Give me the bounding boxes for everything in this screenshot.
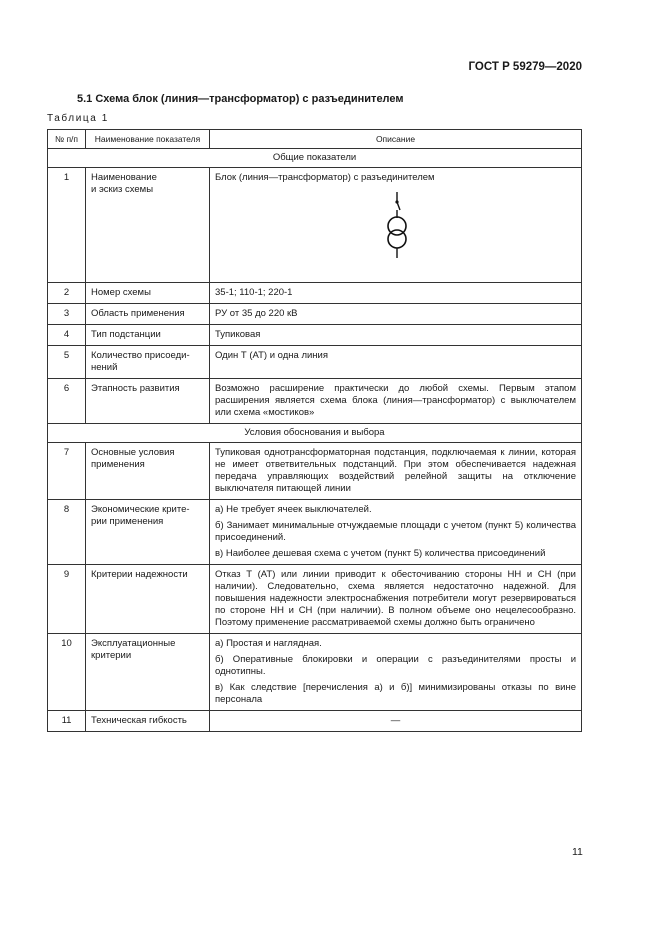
- transformer-winding-lv: [388, 230, 406, 248]
- row-name: Область применения: [86, 304, 210, 325]
- group-row-conditions: [48, 424, 582, 443]
- row-number: 9: [48, 565, 86, 634]
- row-name: Тип подстанции: [86, 325, 210, 346]
- table-row: [48, 634, 582, 711]
- standard-number: ГОСТ Р 59279—2020: [468, 61, 582, 73]
- table-row: [48, 168, 582, 283]
- row-description: [210, 634, 582, 711]
- row-description: РУ от 35 до 220 кВ: [210, 304, 582, 325]
- description-item: а) Простая и наглядная.: [215, 638, 322, 649]
- row-description: 35-1; 110-1; 220-1: [210, 283, 582, 304]
- table-row: [48, 443, 582, 500]
- description-item: б) Занимает минимальные отчуждаемые площади с учетом (пункт 5) количества присоединений.: [215, 520, 576, 543]
- table-row: [48, 379, 582, 424]
- row-name: Количество присоеди- нений: [86, 346, 210, 379]
- row-number: 6: [48, 379, 86, 424]
- table-row: [48, 304, 582, 325]
- row-description: [210, 500, 582, 565]
- row-name: Основные условия применения: [86, 443, 210, 500]
- row-name: Этапность развития: [86, 379, 210, 424]
- column-header-description: Описание: [210, 130, 582, 149]
- row-description: Возможно расширение практически до любой схемы. Первым этапом расширения является схема блока (линия—трансформатор) с выключателем или схема «мостиков»: [210, 379, 582, 424]
- description-item: в) Как следствие [перечисления а) и б)] минимизированы отказы по вине персонала: [215, 682, 576, 705]
- column-header-num: № п/п: [48, 130, 86, 149]
- group-title: Общие показатели: [48, 149, 582, 168]
- row-number: 3: [48, 304, 86, 325]
- row-name: Критерии надежности: [86, 565, 210, 634]
- parameters-table: [47, 129, 582, 732]
- row-name: Техническая гибкость: [86, 711, 210, 732]
- row-description: [210, 168, 582, 283]
- description-item: в) Наиболее дешевая схема с учетом (пункт 5) количества присоединений: [215, 548, 546, 559]
- table-row: [48, 346, 582, 379]
- section-title: 5.1 Схема блок (линия—трансформатор) с разъединителем: [77, 93, 404, 105]
- group-title: Условия обоснования и выбора: [48, 424, 582, 443]
- table-row: [48, 711, 582, 732]
- row-number: 7: [48, 443, 86, 500]
- row-description: Отказ Т (АТ) или линии приводит к обесточиванию стороны НН и СН (при наличии). Следовательно, схема является недостаточно надежной. Для повышения надежности электроснабжения потребители могут резервироваться по стороне НН и СН (при наличии). В полном объеме оно нецелесообразно. Поэтому применение рассматриваемой схемы должно быть ограничено: [210, 565, 582, 634]
- table-row: [48, 283, 582, 304]
- transformer-scheme-diagram: [377, 192, 417, 272]
- table-row: [48, 500, 582, 565]
- row-description: Тупиковая однотрансформаторная подстанция, подключаемая к линии, которая не имеет ответвительных подстанций. При этом обеспечивается надежная передача управляющих воздействий релейной защиты на отключение выключателя питающей линии: [210, 443, 582, 500]
- column-header-name: Наименование показателя: [86, 130, 210, 149]
- description-item: б) Оперативные блокировки и операции с разъединителями просты и однотипны.: [215, 654, 576, 677]
- table-label: Таблица 1: [47, 113, 109, 124]
- row-name: Наименование и эскиз схемы: [86, 168, 210, 283]
- table-row: [48, 325, 582, 346]
- row-description: Тупиковая: [210, 325, 582, 346]
- description-item: а) Не требует ячеек выключателей.: [215, 504, 372, 515]
- row-number: 5: [48, 346, 86, 379]
- row-number: 4: [48, 325, 86, 346]
- table-header-row: [48, 130, 582, 149]
- row-number: 10: [48, 634, 86, 711]
- row-name: Экономические крите- рии применения: [86, 500, 210, 565]
- row-description: —: [210, 711, 582, 732]
- table-row: [48, 565, 582, 634]
- row-number: 1: [48, 168, 86, 283]
- row-description: Один Т (АТ) и одна линия: [210, 346, 582, 379]
- row-number: 11: [48, 711, 86, 732]
- group-row-general: [48, 149, 582, 168]
- row-number: 8: [48, 500, 86, 565]
- row-name: Эксплуатационные критерии: [86, 634, 210, 711]
- disconnector-contact: [395, 200, 398, 203]
- page-number: 11: [572, 846, 583, 858]
- row-number: 2: [48, 283, 86, 304]
- description-text: Блок (линия—трансформатор) с разъединителем: [215, 172, 435, 183]
- row-name: Номер схемы: [86, 283, 210, 304]
